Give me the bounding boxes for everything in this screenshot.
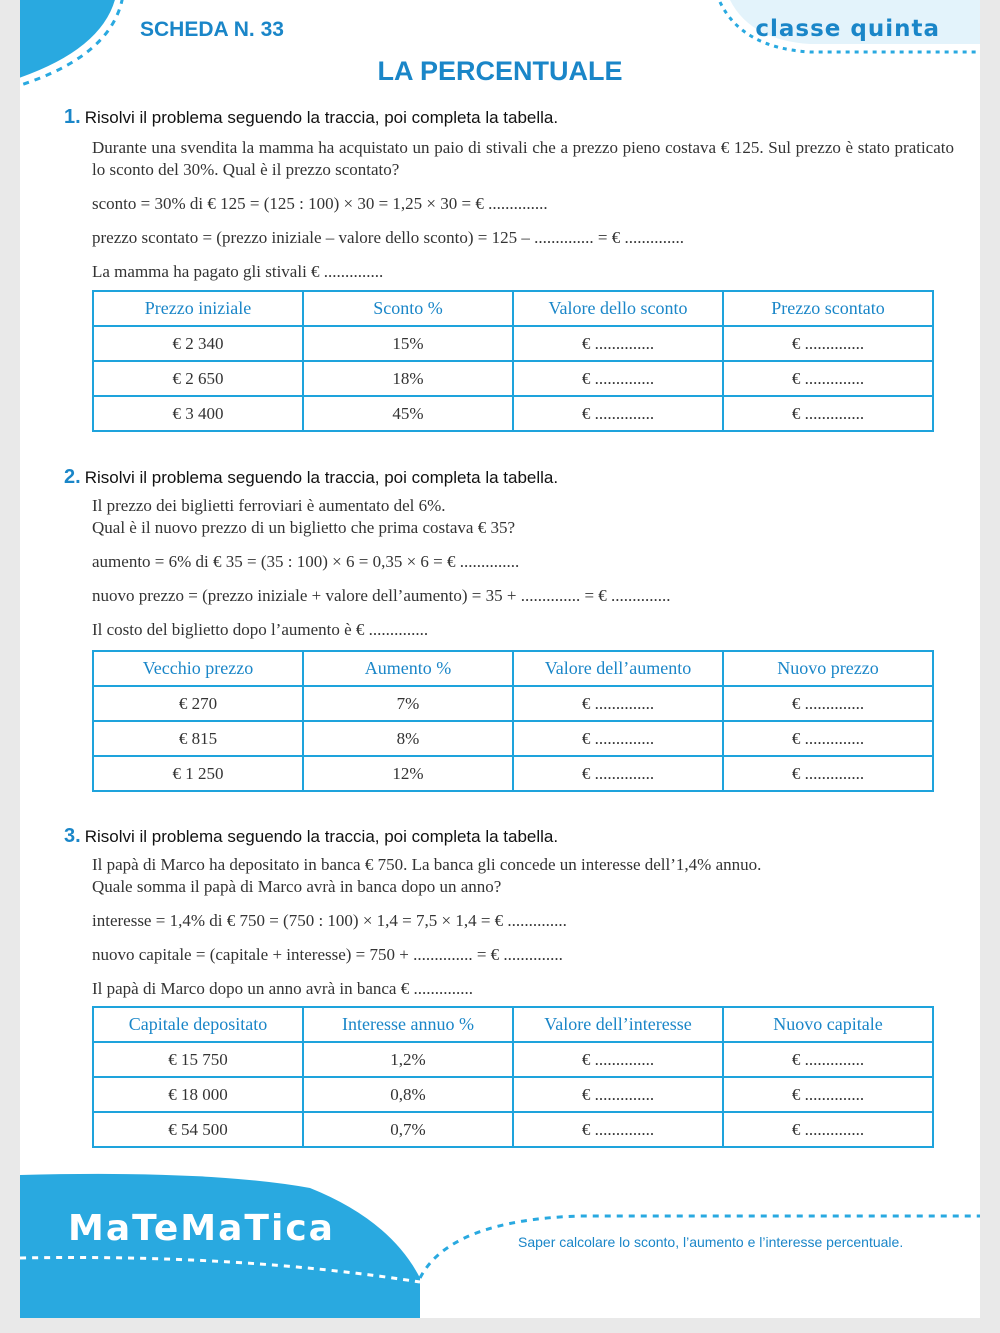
column-header: Valore dell’interesse — [513, 1007, 723, 1042]
column-header: Aumento % — [303, 651, 513, 686]
answer-cell[interactable]: € .............. — [513, 1077, 723, 1112]
page-title: LA PERCENTUALE — [377, 56, 623, 86]
cell: 0,7% — [303, 1112, 513, 1147]
step-line: nuovo capitale = (capitale + interesse) = 750 + .............. = € .............. — [92, 945, 563, 964]
cell: € 2 650 — [93, 361, 303, 396]
exercise-2-table — [92, 650, 934, 792]
column-header: Nuovo capitale — [723, 1007, 933, 1042]
cell: € 18 000 — [93, 1077, 303, 1112]
exercise-instruction: Risolvi il problema seguendo la traccia, poi completa la tabella. — [84, 108, 559, 127]
cell: € 54 500 — [93, 1112, 303, 1147]
cell: 7% — [303, 686, 513, 721]
table-row — [93, 361, 933, 396]
problem-text: Durante una svendita la mamma ha acquistato un paio di stivali che a prezzo pieno costava € 125. Sul prezzo è stato praticato lo sconto del 30%. Qual è il prezzo scontato? — [92, 138, 954, 179]
problem-text: Il prezzo dei biglietti ferroviari è aumentato del 6%. — [92, 496, 446, 515]
cell: 12% — [303, 756, 513, 791]
answer-cell[interactable]: € .............. — [513, 396, 723, 431]
cell: € 1 250 — [93, 756, 303, 791]
answer-cell[interactable]: € .............. — [723, 361, 933, 396]
problem-text: Quale somma il papà di Marco avrà in banca dopo un anno? — [92, 877, 502, 896]
table-row — [93, 721, 933, 756]
answer-cell[interactable]: € .............. — [513, 1112, 723, 1147]
column-header: Capitale depositato — [93, 1007, 303, 1042]
table-header-row — [93, 1007, 933, 1042]
step-line: Il papà di Marco dopo un anno avrà in banca € .............. — [92, 979, 473, 998]
table-header-row — [93, 291, 933, 326]
cell: 0,8% — [303, 1077, 513, 1112]
column-header: Valore dello sconto — [513, 291, 723, 326]
exercise-1-table — [92, 290, 934, 432]
exercise-1 — [64, 104, 954, 283]
exercise-number: 2. — [64, 466, 81, 488]
table-row — [93, 756, 933, 791]
step-line: interesse = 1,4% di € 750 = (750 : 100) × 1,4 = 7,5 × 1,4 = € .............. — [92, 911, 567, 930]
worksheet-page — [20, 0, 980, 1318]
table-row — [93, 1042, 933, 1077]
sheet-number: SCHEDA N. 33 — [140, 18, 284, 41]
answer-cell[interactable]: € .............. — [513, 721, 723, 756]
cell: € 15 750 — [93, 1042, 303, 1077]
exercise-number: 3. — [64, 825, 81, 847]
column-header: Vecchio prezzo — [93, 651, 303, 686]
step-line: nuovo prezzo = (prezzo iniziale + valore dell’aumento) = 35 + .............. = € .............. — [92, 586, 671, 605]
exercise-1-heading — [64, 104, 954, 130]
cell: 45% — [303, 396, 513, 431]
cell: 15% — [303, 326, 513, 361]
answer-cell[interactable]: € .............. — [723, 1042, 933, 1077]
exercise-instruction: Risolvi il problema seguendo la traccia, poi completa la tabella. — [84, 468, 559, 487]
exercise-3 — [64, 823, 954, 1000]
cell: € 3 400 — [93, 396, 303, 431]
table-row — [93, 1112, 933, 1147]
column-header: Nuovo prezzo — [723, 651, 933, 686]
cell: 8% — [303, 721, 513, 756]
exercise-3-heading — [64, 823, 954, 849]
exercise-3-table — [92, 1006, 934, 1148]
step-line: La mamma ha pagato gli stivali € .............. — [92, 262, 384, 281]
answer-cell[interactable]: € .............. — [513, 686, 723, 721]
learning-objective: Saper calcolare lo sconto, l’aumento e l’interesse percentuale. — [518, 1234, 904, 1250]
class-label: classe quinta — [755, 16, 940, 42]
answer-cell[interactable]: € .............. — [513, 756, 723, 791]
exercise-2-heading — [64, 464, 954, 490]
answer-cell[interactable]: € .............. — [723, 686, 933, 721]
cell: € 270 — [93, 686, 303, 721]
table-row — [93, 686, 933, 721]
answer-cell[interactable]: € .............. — [723, 1077, 933, 1112]
table-header-row — [93, 651, 933, 686]
exercise-instruction: Risolvi il problema seguendo la traccia, poi completa la tabella. — [84, 827, 559, 846]
exercise-number: 1. — [64, 106, 81, 128]
step-line: prezzo scontato = (prezzo iniziale – valore dello sconto) = 125 – .............. = € .............. — [92, 228, 684, 247]
answer-cell[interactable]: € .............. — [513, 1042, 723, 1077]
problem-text: Il papà di Marco ha depositato in banca € 750. La banca gli concede un interesse dell’1,4% annuo. — [92, 855, 762, 874]
column-header: Sconto % — [303, 291, 513, 326]
answer-cell[interactable]: € .............. — [723, 721, 933, 756]
step-line: Il costo del biglietto dopo l’aumento è € .............. — [92, 620, 429, 639]
subject-logo: MaTeMaTica — [68, 1208, 335, 1249]
answer-cell[interactable]: € .............. — [723, 326, 933, 361]
step-line: sconto = 30% di € 125 = (125 : 100) × 30 = 1,25 × 30 = € .............. — [92, 194, 548, 213]
cell: 18% — [303, 361, 513, 396]
answer-cell[interactable]: € .............. — [513, 326, 723, 361]
cell: 1,2% — [303, 1042, 513, 1077]
answer-cell[interactable]: € .............. — [723, 396, 933, 431]
answer-cell[interactable]: € .............. — [723, 756, 933, 791]
table-row — [93, 326, 933, 361]
step-line: aumento = 6% di € 35 = (35 : 100) × 6 = 0,35 × 6 = € .............. — [92, 552, 520, 571]
problem-text: Qual è il nuovo prezzo di un biglietto che prima costava € 35? — [92, 518, 515, 537]
cell: € 2 340 — [93, 326, 303, 361]
column-header: Prezzo iniziale — [93, 291, 303, 326]
column-header: Valore dell’aumento — [513, 651, 723, 686]
table-row — [93, 1077, 933, 1112]
cell: € 815 — [93, 721, 303, 756]
answer-cell[interactable]: € .............. — [723, 1112, 933, 1147]
column-header: Interesse annuo % — [303, 1007, 513, 1042]
column-header: Prezzo scontato — [723, 291, 933, 326]
table-row — [93, 396, 933, 431]
answer-cell[interactable]: € .............. — [513, 361, 723, 396]
exercise-2 — [64, 464, 954, 641]
